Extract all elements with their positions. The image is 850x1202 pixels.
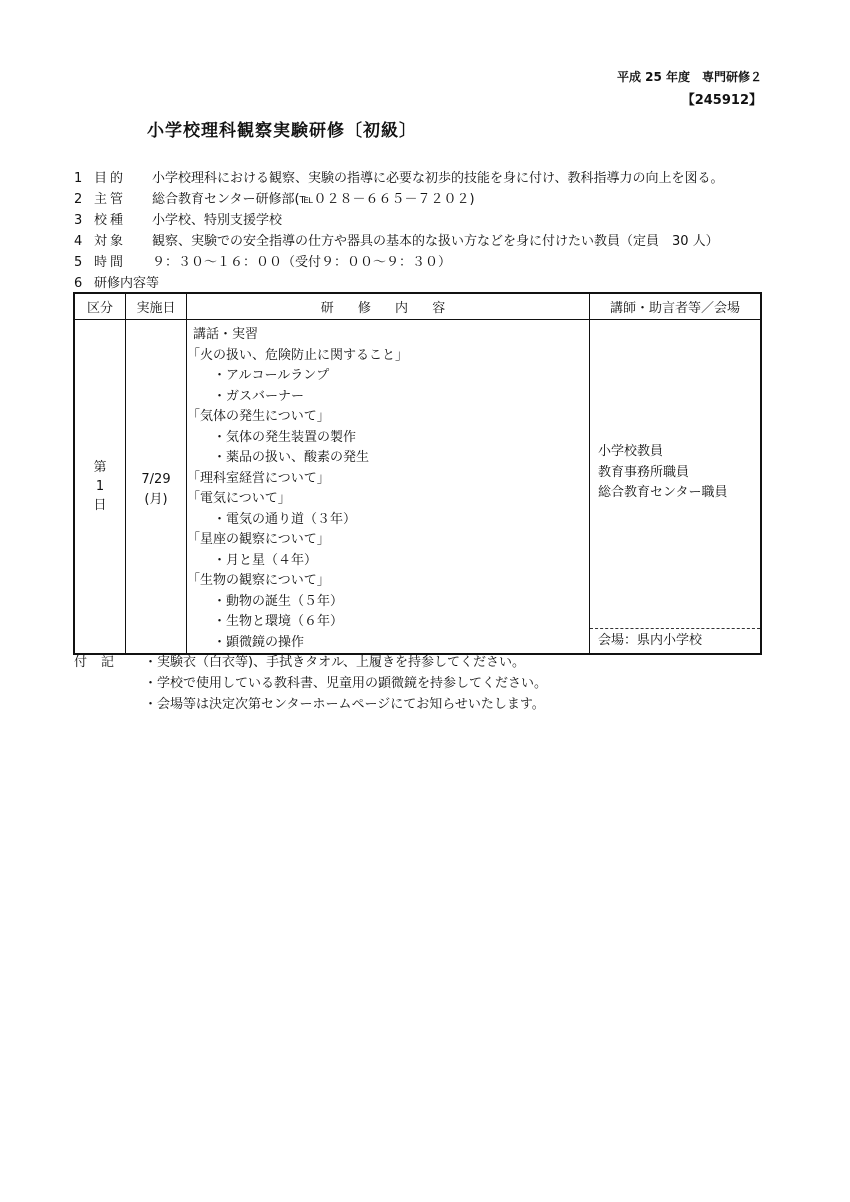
item-label: 時間 [94, 255, 127, 270]
item-label: 主管 [94, 192, 127, 207]
item-number: 5 [74, 255, 83, 270]
note-text: ・実験衣（白衣等)、手拭きタオル、上履きを持参してください。 [144, 655, 526, 670]
item-text: 小学校理科における観察、実験の指導に必要な初歩的技能を身に付け、教科指導力の向上を図る。 [152, 171, 724, 186]
content-subitem: ・顕微鏡の操作 [213, 634, 305, 650]
overview-item [74, 168, 723, 189]
item-label: 対象 [94, 234, 127, 249]
item-number: 4 [74, 234, 83, 249]
overview-item [74, 273, 723, 294]
content-topic: 「星座の観察について」 [187, 532, 330, 547]
item-text: 総合教育センター研修部(℡０２８－６６５－７２０２) [152, 192, 475, 207]
table-row [74, 320, 761, 655]
content-subitem: ・動物の誕生（５年） [213, 593, 344, 609]
overview-item [74, 210, 723, 231]
weekday-value: (月) [144, 492, 168, 507]
item-text: 小学校、特別支援学校 [152, 213, 283, 228]
content-topic: 「気体の発生について」 [187, 409, 330, 424]
overview-item [74, 231, 723, 252]
fiscal-year-label: 平成 25 年度 専門研修２ [616, 70, 762, 84]
date-value: 7/29 [141, 472, 171, 487]
item-number: 3 [74, 213, 83, 228]
item-text: 観察、実験での安全指導の仕方や器具の基本的な扱い方などを身に付けたい教員（定員 30 人） [152, 234, 719, 249]
header-date: 実施日 [126, 293, 187, 320]
instructor-item: 総合教育センター職員 [598, 485, 728, 500]
content-topic: 「火の扱い、危険防止に関すること」 [187, 347, 409, 363]
instructors-cell [590, 320, 762, 655]
instructor-list [598, 442, 727, 504]
day-char: 日 [93, 498, 107, 513]
item-label: 目的 [94, 171, 127, 186]
venue-label: 会場：県内小学校 [590, 628, 760, 653]
overview-item [74, 189, 723, 210]
content-subitem: ・ガスバーナー [213, 388, 305, 404]
content-cell [187, 320, 590, 655]
course-code: 【245912】 [681, 93, 762, 108]
item-number: 1 [74, 171, 83, 186]
content-heading: 講話・実習 [193, 327, 259, 342]
content-subitem: ・電気の通り道（３年） [213, 511, 357, 527]
content-topic: 「生物の観察について」 [187, 573, 330, 588]
instructor-item: 小学校教員 [598, 444, 664, 459]
content-topic: 「理科室経営について」 [187, 470, 330, 486]
item-text: ９：３０～１６：００（受付９：００～９：３０） [152, 255, 452, 270]
header-kubun: 区分 [74, 293, 126, 320]
day-char: 1 [95, 479, 105, 494]
date-cell [126, 320, 187, 655]
header-instructors: 講師・助言者等／会場 [590, 293, 762, 320]
content-subitem: ・生物と環境（６年） [213, 614, 344, 629]
item-number: 6 [74, 276, 83, 291]
content-subitem: ・気体の発生装置の製作 [213, 429, 357, 445]
item-number: 2 [74, 192, 83, 207]
overview-item [74, 252, 723, 273]
note-text: ・学校で使用している教科書、児童用の顕微鏡を持参してください。 [144, 676, 548, 691]
notes-label: 付記 [74, 655, 129, 670]
content-subitem: ・薬品の扱い、酸素の発生 [213, 450, 370, 465]
day-division-cell [74, 320, 126, 655]
table-header-row [74, 293, 761, 320]
item-text: 研修内容等 [94, 276, 160, 291]
note-text: ・会場等は決定次第センターホームページにてお知らせいたします。 [144, 697, 545, 712]
content-subitem: ・アルコールランプ [213, 368, 330, 383]
header-content: 研 修 内 容 [187, 293, 590, 320]
day-char: 第 [93, 460, 107, 475]
item-label: 校種 [94, 213, 127, 228]
content-topic: 「電気について」 [187, 491, 291, 506]
schedule-table [73, 292, 762, 655]
instructor-item: 教育事務所職員 [598, 464, 690, 480]
content-subitem: ・月と星（４年） [213, 552, 318, 568]
page-title: 小学校理科観察実験研修〔初級〕 [147, 121, 417, 141]
overview-list [74, 168, 723, 294]
